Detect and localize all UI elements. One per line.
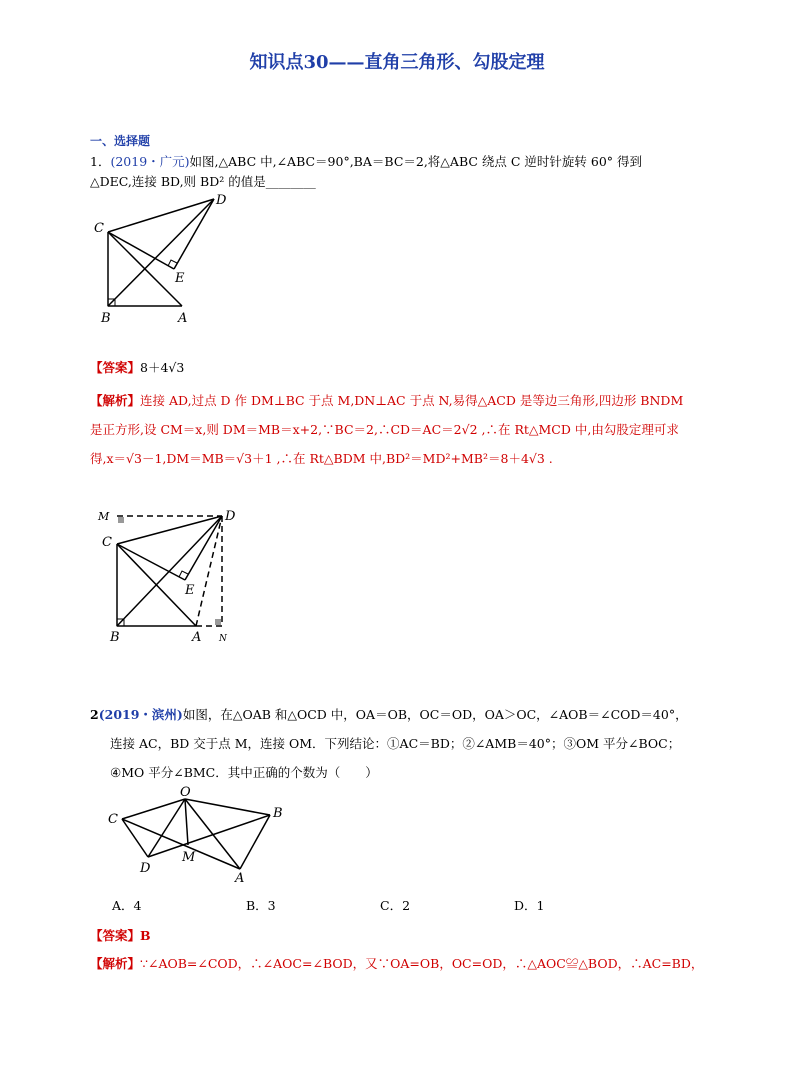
fig1-label-b: B xyxy=(101,311,111,326)
answer-2-label: 【答案】 xyxy=(90,928,141,943)
question-source: (2019・广元) xyxy=(110,154,190,169)
fig1-label-c: C xyxy=(94,221,104,236)
question-1-line1 xyxy=(90,152,710,172)
fig3-seg-oc xyxy=(122,799,185,819)
fig2-seg-ce xyxy=(117,544,185,580)
fig1-label-a: A xyxy=(178,311,188,326)
fig3-label-d: D xyxy=(140,861,151,876)
fig3-seg-db xyxy=(148,815,270,857)
question-2-source: (2019・滨州) xyxy=(98,707,183,722)
fig3-seg-ob xyxy=(185,799,270,815)
question-1 xyxy=(90,152,710,192)
answer-1 xyxy=(90,358,184,376)
analysis-2-label: 【解析】 xyxy=(90,956,141,971)
fig1-seg-ce xyxy=(108,232,174,269)
answer-label: 【答案】 xyxy=(90,360,141,375)
figure-3 xyxy=(100,785,300,885)
analysis-1 xyxy=(90,386,715,473)
question-2 xyxy=(90,700,710,787)
question-number: 1． xyxy=(90,154,111,169)
section-heading: 一、选择题 xyxy=(90,134,151,148)
figure-2 xyxy=(92,502,252,647)
fig3-label-c: C xyxy=(108,812,118,827)
answer-2 xyxy=(90,926,151,944)
page-title: 知识点30——直角三角形、勾股定理 xyxy=(249,52,545,73)
figure-1 xyxy=(88,190,248,330)
question-1-line2: △DEC,连接 BD,则 BD² 的值是________ xyxy=(90,174,316,189)
fig2-label-d: D xyxy=(225,509,236,524)
fig2-label-a: A xyxy=(192,630,202,645)
fig3-label-o: O xyxy=(180,785,191,800)
fig2-label-m: M xyxy=(98,510,110,523)
fig2-seg-ad xyxy=(196,516,222,626)
fig3-seg-om xyxy=(185,799,188,845)
question-2-line3: ④MO 平分∠BMC．其中正确的个数为（ ） xyxy=(110,765,378,780)
analysis-line2: 是正方形,设 CM＝x,则 DM＝MB＝x+2,∵BC＝2,∴CD＝AC＝2√2 ,∴在 Rt△MCD 中,由勾股定理可求 xyxy=(90,422,679,437)
analysis-2 xyxy=(90,954,730,972)
option-d: D．1 xyxy=(514,898,545,913)
fig1-label-e: E xyxy=(175,271,185,286)
fig1-label-d: D xyxy=(216,193,227,208)
analysis-label: 【解析】 xyxy=(90,393,141,408)
fig2-seg-cd xyxy=(117,516,222,544)
answer-2-value: B xyxy=(140,928,151,943)
analysis-line1: 连接 AD,过点 D 作 DM⊥BC 于点 M,DN⊥AC 于点 N,易得△ACD 是等边三角形,四边形 BNDM xyxy=(140,393,684,408)
fig2-label-n: N xyxy=(219,634,227,644)
answer-value: 8＋4√3 xyxy=(140,360,185,375)
question-2-line2: 连接 AC，BD 交于点 M，连接 OM．下列结论：①AC＝BD；②∠AMB＝40°；③OM 平分∠BOC； xyxy=(110,736,681,751)
option-b: B．3 xyxy=(246,898,276,913)
options xyxy=(112,896,672,914)
fig3-seg-od xyxy=(148,799,185,857)
question-text: 如图,△ABC 中,∠ABC＝90°,BA＝BC＝2,将△ABC 绕点 C 逆时针旋转 60° 得到 xyxy=(189,154,643,169)
fig3-label-a: A xyxy=(235,871,245,885)
option-a: A．4 xyxy=(112,898,142,913)
fig2-label-c: C xyxy=(102,535,112,550)
option-c: C．2 xyxy=(380,898,411,913)
fig2-seg-bd xyxy=(117,516,222,626)
question-2-line1: 如图，在△OAB 和△OCD 中，OA＝OB，OC＝OD，OA＞OC，∠AOB＝∠COD＝40°， xyxy=(182,707,688,722)
fig3-label-m: M xyxy=(182,850,196,865)
fig3-label-b: B xyxy=(273,806,283,821)
analysis-2-text: ∵∠AOB=∠COD，∴∠AOC=∠BOD，又∵OA=OB，OC=OD，∴△AOC≌△BOD，∴AC=BD， xyxy=(140,956,704,971)
fig2-label-e: E xyxy=(185,583,195,598)
analysis-line3: 得,x＝√3－1,DM＝MB＝√3＋1 ,∴在 Rt△BDM 中,BD²＝MD²+MB²＝8＋4√3 . xyxy=(90,451,553,466)
fig2-label-b: B xyxy=(110,630,120,645)
question-2-number: 2 xyxy=(90,707,99,722)
fig2-right-angle-n xyxy=(215,619,221,625)
fig2-right-angle-m xyxy=(118,517,124,523)
